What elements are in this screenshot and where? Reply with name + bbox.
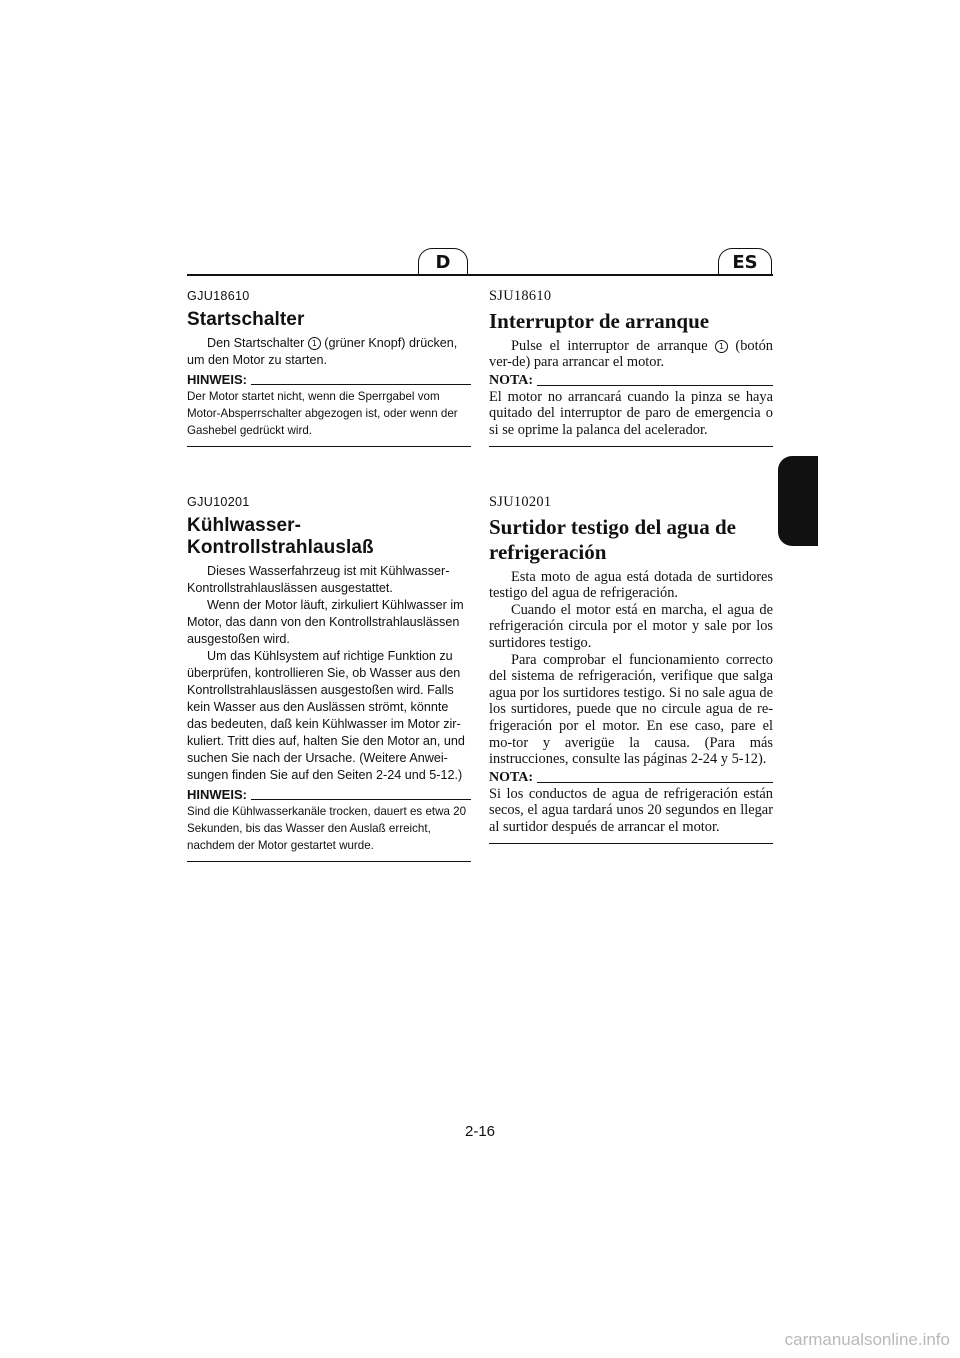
note-text: Sind die Kühlwasserkanäle trocken, dauert es etwa 20 Sekunden, bis das Wasser den Auslaß erreicht, nachdem der Motor gestartet wurde. (187, 805, 467, 852)
callout-number-icon: 1 (308, 337, 321, 350)
note-body (187, 388, 471, 447)
callout-number-icon: 1 (715, 340, 728, 353)
note-label: NOTA: (489, 769, 534, 785)
section-title: Surtidor testigo del agua de refrigeración (489, 514, 736, 564)
body-paragraph: Um das Kühlsystem auf richtige Funktion zu überprüfen, kontrollieren Sie, ob Wasser aus den Kontrollstrahlauslässen ausgestoßen wird. Falls kein Wasser aus den Auslässen strömt, könnte das bedeuten, daß kein Kühlwasser im Motor zir-kuliert. Tritt dies auf, halten Sie den Motor an, und suchen Sie nach der Ursache. (Weitere Anwei-sungen finden Sie auf den Seiten 2-24 und 5-12.) (187, 649, 465, 782)
note-body (489, 389, 773, 447)
body-paragraph: Esta moto de agua está dotada de surtidores testigo del agua de refrigeración. (489, 568, 773, 602)
de-section-cooling-water (187, 494, 471, 862)
note-label: HINWEIS: (187, 787, 247, 802)
note-header (187, 371, 471, 388)
note-text: Si los conductos de agua de refrigeración están secos, el agua tardará unos 20 segundos en llegar al surtidor después de arrancar el motor. (489, 785, 773, 835)
watermark-text: carmanualsonline.info (784, 1330, 950, 1349)
note-text: El motor no arrancará cuando la pinza se haya quitado del interruptor de paro de emergencia o si se oprime la palanca del acelerador. (489, 388, 773, 438)
note-body (489, 786, 773, 844)
section-code: SJU10201 (489, 494, 552, 510)
body-paragraph: Dieses Wasserfahrzeug ist mit Kühlwasser-Kontrollstrahlauslässen ausgestattet. (187, 564, 450, 595)
language-tab-german: D (418, 248, 468, 274)
language-tab-spanish: ES (718, 248, 772, 274)
body-paragraph: Wenn der Motor läuft, zirkuliert Kühlwasser im Motor, das dann von den Kontrollstrahlauslässen ausgestoßen wird. (187, 598, 464, 646)
section-title: Startschalter (187, 309, 305, 330)
page-number: 2-16 (464, 1123, 496, 1140)
note-rule (251, 799, 471, 800)
note-header (187, 786, 471, 803)
section-code: GJU18610 (187, 289, 250, 303)
note-header (489, 373, 773, 389)
es-section-cooling-water (489, 494, 773, 844)
note-label: NOTA: (489, 372, 534, 388)
body-paragraph: Cuando el motor está en marcha, el agua de refrigeración circula por el motor y sale por los surtidores testigo. (489, 601, 773, 651)
section-title: Kühlwasser-Kontrollstrahlauslaß (187, 515, 374, 558)
section-title: Interruptor de arranque (489, 308, 710, 333)
note-label: HINWEIS: (187, 372, 247, 387)
note-text: Der Motor startet nicht, wenn die Sperrgabel vom Motor-Absperrschalter abgezogen ist, oder wenn der Gashebel gedrückt wird. (187, 390, 458, 437)
body-paragraph: Pulse el interruptor de arranque 1 (botón ver-de) para arrancar el motor. (489, 337, 774, 371)
es-section-start-switch (489, 288, 773, 447)
header-rule (187, 274, 773, 276)
note-body (187, 803, 471, 862)
section-code: GJU10201 (187, 495, 250, 509)
body-paragraph: Para comprobar el funcionamiento correcto del sistema de refrigeración, verifique que salga agua por los surtidores testigo. Si no sale agua de los surtidores, puede que no circule agua de re-frigeración por el motor. En ese caso, pare el mo-tor y averigüe la causa. (Para más instrucciones, consulte las páginas 2-24 y 5-12). (489, 651, 773, 768)
note-rule (537, 782, 773, 783)
chapter-thumb-tab (778, 456, 818, 546)
de-section-start-switch (187, 288, 471, 447)
note-header (489, 770, 773, 786)
note-rule (537, 385, 773, 386)
note-rule (251, 384, 471, 385)
section-code: SJU18610 (489, 288, 552, 304)
body-paragraph: Den Startschalter 1 (grüner Knopf) drücken, um den Motor zu starten. (187, 336, 458, 367)
